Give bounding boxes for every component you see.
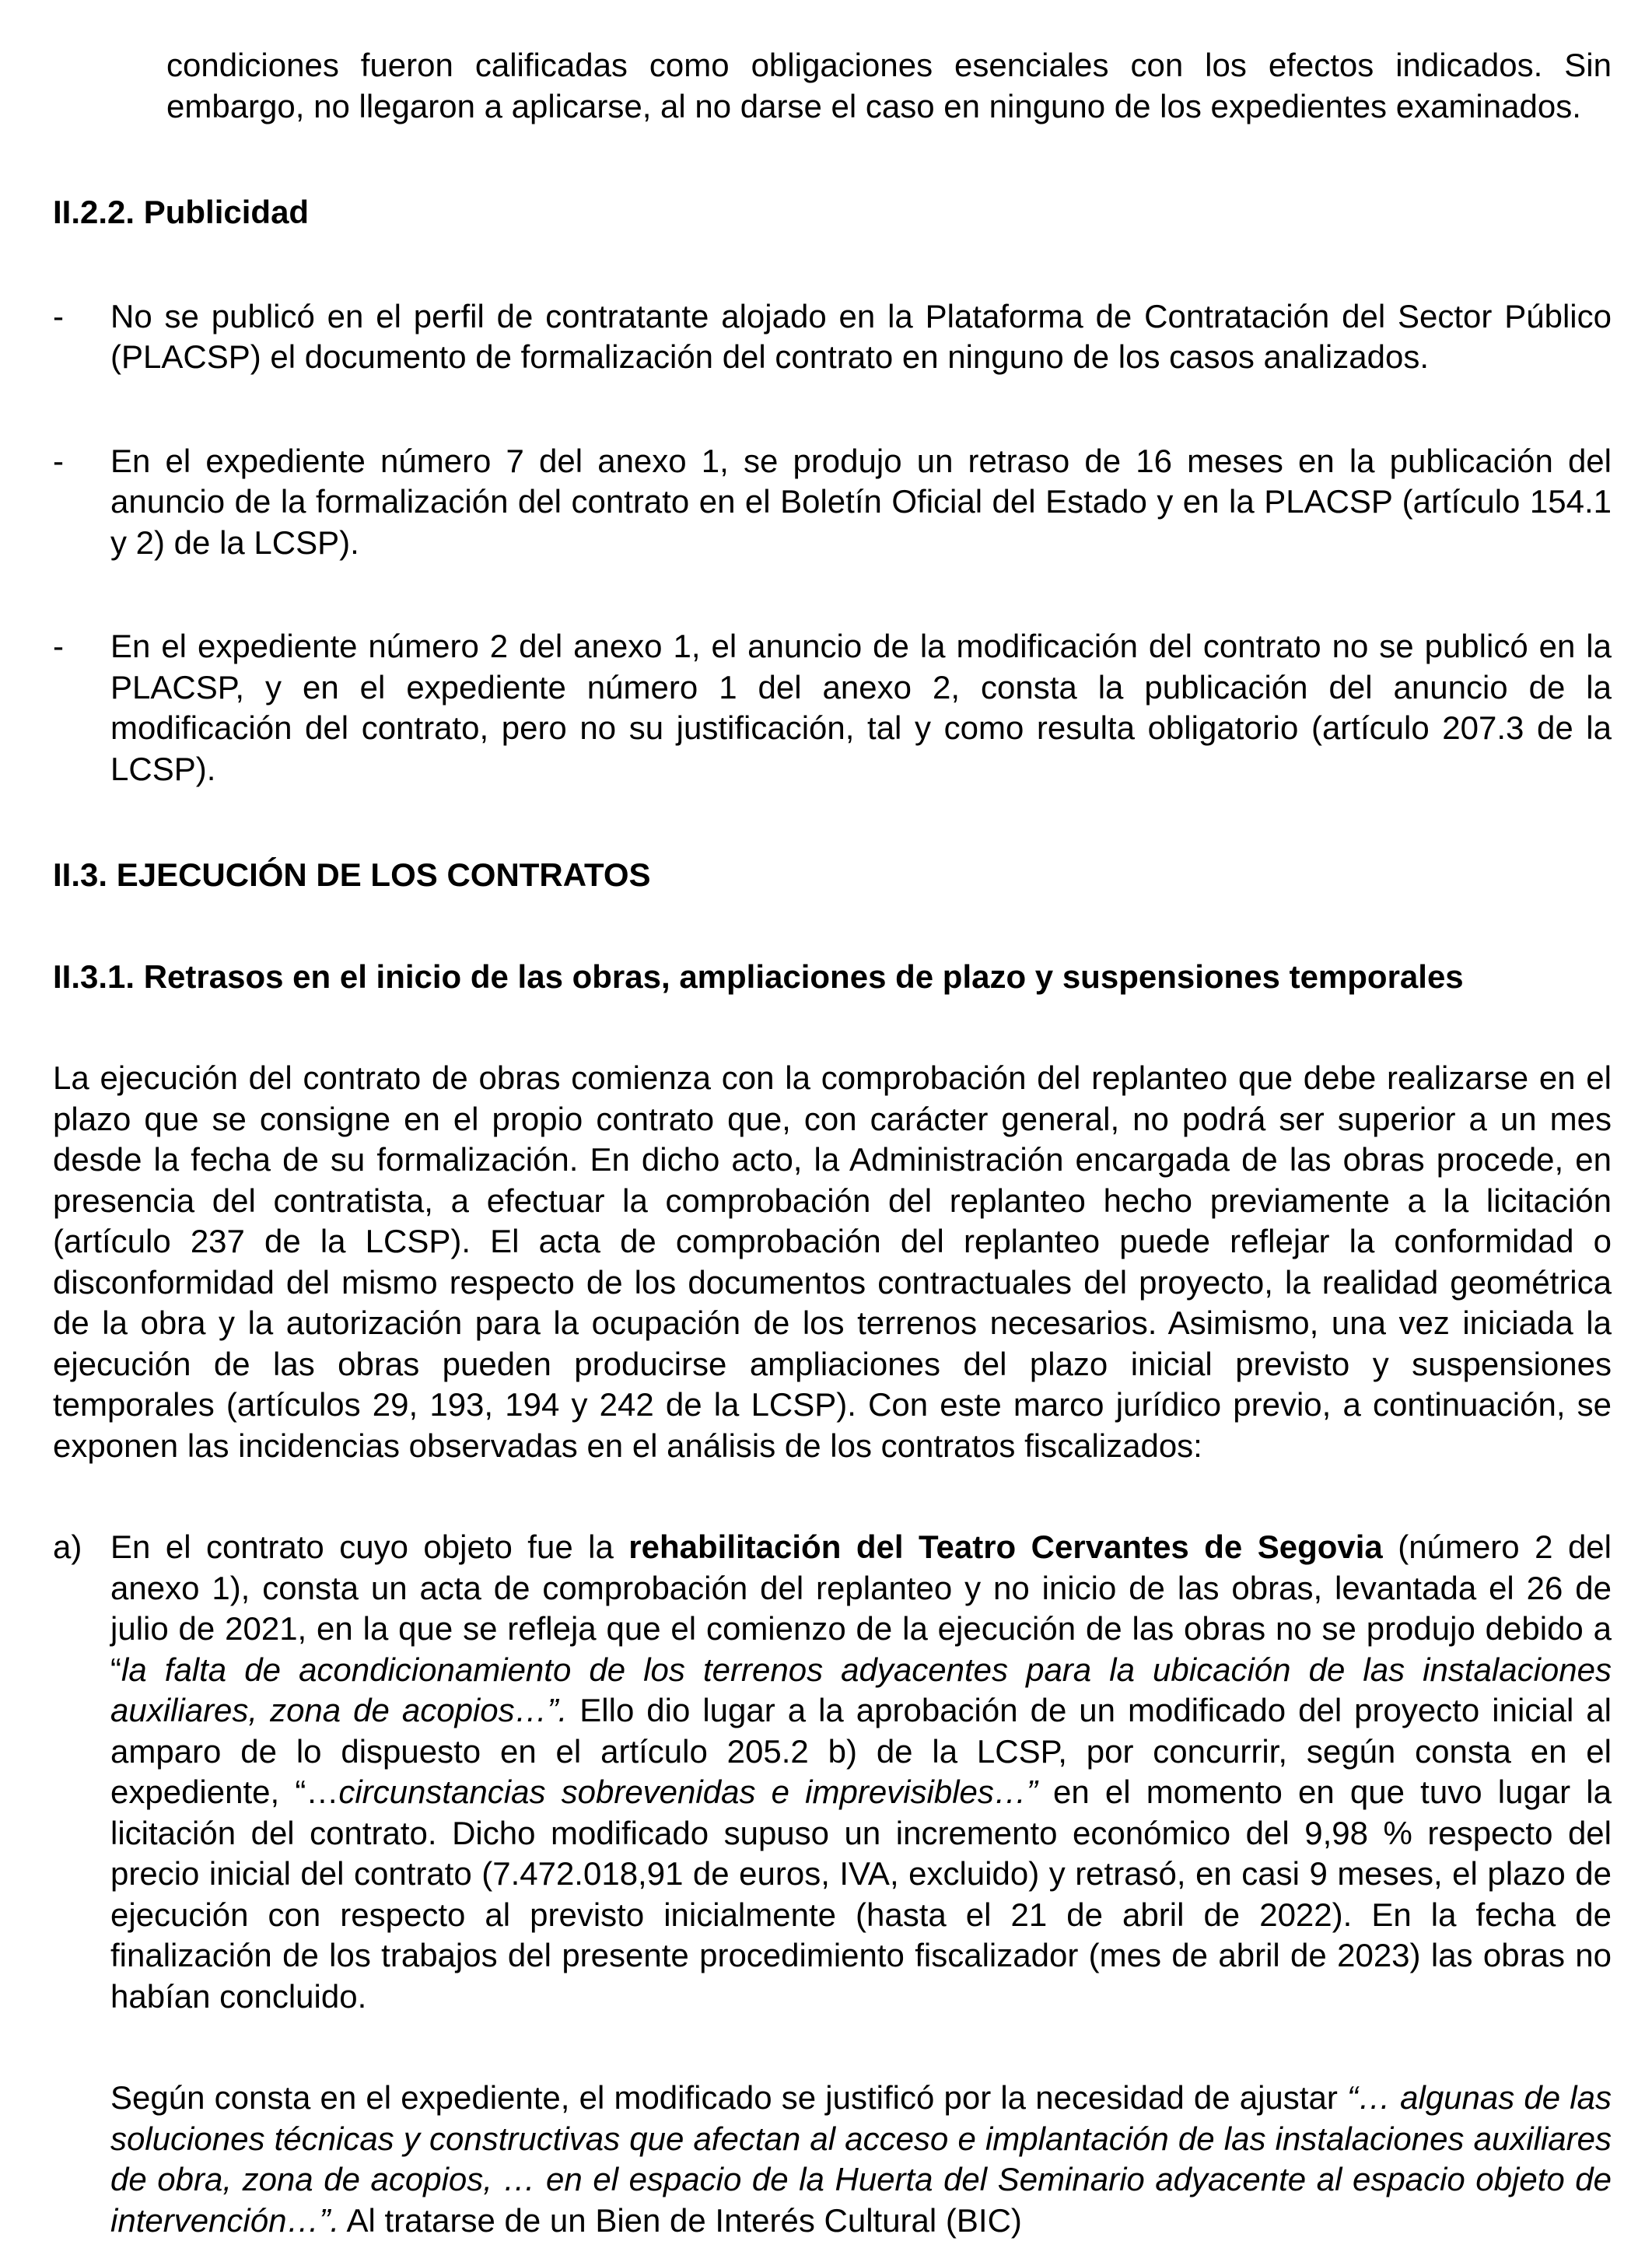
list-item-text: En el expediente número 7 del anexo 1, se produjo un retraso de 16 meses en la publicación del anuncio de la formalización del contrato en el Boletín Oficial del Estado y en la PLACSP (artículo 154.1 y 2) de la LCSP). xyxy=(110,442,1612,561)
lettered-item-a xyxy=(53,1527,1612,2017)
heading-ejecucion: II.3. EJECUCIÓN DE LOS CONTRATOS xyxy=(53,856,651,893)
list-item xyxy=(53,296,1612,378)
item-quote: circunstancias sobrevenidas e imprevisibles…” xyxy=(338,1774,1038,1810)
followup-quote: “… algunas de las soluciones técnicas y constructivas que afectan al acceso e implantación de las instalaciones auxiliares de obra, zona de acopios, … en el espacio de la Huerta del Seminario adyacente al espacio objeto de intervención…”. xyxy=(110,2079,1612,2239)
item-text: En el contrato cuyo objeto fue la xyxy=(110,1528,629,1565)
bullet-dash: - xyxy=(53,628,64,664)
item-text: en el momento en que tuvo lugar la licitación del contrato. Dicho modificado supuso un incremento económico del 9,98 % respecto del precio inicial del contrato (7.472.018,91 de euros, IVA, excluido) y retrasó, en casi 9 meses, el plazo de ejecución con respecto al previsto inicialmente (hasta el 21 de abril de 2022). En la fecha de finalización de los trabajos del presente procedimiento fiscalizador (mes de abril de 2023) las obras no habían concluido. xyxy=(110,1774,1612,2015)
item-bold-text: rehabilitación del Teatro Cervantes de Segovia xyxy=(628,1528,1383,1565)
list-item xyxy=(53,626,1612,790)
item-a-followup-paragraph xyxy=(53,2078,1612,2241)
heading-retrasos: II.3.1. Retrasos en el inicio de las obras, ampliaciones de plazo y suspensiones temporales xyxy=(53,958,1464,995)
list-item-text: No se publicó en el perfil de contratante alojado en la Plataforma de Contratación del Sector Público (PLACSP) el documento de formalización del contrato en ninguno de los casos analizados. xyxy=(110,297,1612,375)
body-paragraph: La ejecución del contrato de obras comienza con la comprobación del replanteo que debe realizarse en el plazo que se consigne en el propio contrato que, con carácter general, no podrá ser superior a un mes desde la fecha de su formalización. En dicho acto, la Administración encargada de las obras procede, en presencia del contratista, a efectuar la comprobación del replanteo hecho previamente a la licitación (artículo 237 de la LCSP). El acta de comprobación del replanteo puede reflejar la conformidad o disconformidad del mismo respecto de los documentos contractuales del proyecto, la realidad geométrica de la obra y la autorización para la ocupación de los terrenos necesarios. Asimismo, una vez iniciada la ejecución de las obras pueden producirse ampliaciones del plazo inicial previsto y suspensiones temporales (artículos 29, 193, 194 y 242 de la LCSP). Con este marco jurídico previo, a continuación, se exponen las incidencias observadas en el análisis de los contratos fiscalizados: xyxy=(53,1059,1612,1464)
intro-paragraph: condiciones fueron calificadas como obligaciones esenciales con los efectos indicados. Sin embargo, no llegaron a aplicarse, al no darse el caso en ninguno de los expedientes examinados. xyxy=(166,47,1612,124)
item-text: (número 2 del anexo 1), consta un acta de comprobación del replanteo y no inicio de las obras, levantada el 26 de julio de 2021, en la que se refleja que el comienzo de la ejecución de las obras no se produjo debido a “ xyxy=(110,1528,1612,1688)
followup-text: Según consta en el expediente, el modificado se justificó por la necesidad de ajustar xyxy=(110,2079,1347,2116)
item-quote: la falta de acondicionamiento de los terrenos adyacentes para la ubicación de las instalaciones auxiliares, zona de acopios…”. xyxy=(110,1651,1612,1728)
document-page xyxy=(53,45,1612,2241)
list-item-text: En el expediente número 2 del anexo 1, el anuncio de la modificación del contrato no se publicó en la PLACSP, y en el expediente número 1 del anexo 2, consta la publicación del anuncio de la modificación del contrato, pero no su justificación, tal y como resulta obligatorio (artículo 207.3 de la LCSP). xyxy=(110,628,1612,787)
bullet-dash: - xyxy=(53,297,64,334)
heading-publicidad: II.2.2. Publicidad xyxy=(53,194,310,230)
followup-text: Al tratarse de un Bien de Interés Cultural (BIC) xyxy=(339,2201,1022,2239)
list-item xyxy=(53,441,1612,564)
item-marker: a) xyxy=(53,1528,82,1565)
bullet-dash: - xyxy=(53,442,64,479)
item-text: Ello dio lugar a la aprobación de un modificado del proyecto inicial al amparo de lo dispuesto en el artículo 205.2 b) de la LCSP, por concurrir, según consta en el expediente, “… xyxy=(110,1692,1612,1810)
